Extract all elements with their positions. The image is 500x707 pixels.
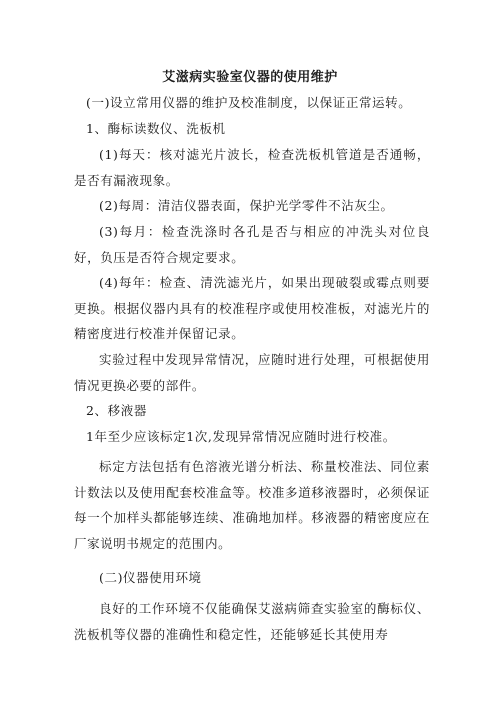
paragraph-4: (2)每周：清洁仪器表面，保护光学零件不沾灰尘。 bbox=[99, 198, 394, 213]
paragraph-2: 1、酶标读数仪、洗板机 bbox=[86, 121, 226, 136]
document-title: 艾滋病实验室仪器的使用维护 bbox=[162, 70, 338, 85]
paragraph-9: 1年至少应该标定1次,发现异常情况应随时进行校准。 bbox=[86, 429, 396, 444]
paragraph-7: 实验过程中发现异常情况，应随时进行处理，可根据使用情况更换必要的部件。 bbox=[74, 352, 430, 393]
paragraph-5: (3)每月：检查洗涤时各孔是否与相应的冲洗头对位良好，负压是否符合规定要求。 bbox=[74, 224, 430, 265]
paragraph-12: 良好的工作环境不仅能确保艾滋病筛查实验室的酶标仪、洗板机等仪器的准确性和稳定性，还能够延长其使用寿 bbox=[74, 601, 430, 642]
paragraph-3: (1)每天：核对滤光片波长，检查洗板机管道是否通畅，是否有漏液现象。 bbox=[74, 147, 430, 188]
paragraph-8: 2、移液器 bbox=[86, 403, 147, 418]
paragraph-1: (一)设立常用仪器的维护及校准制度，以保证正常运转。 bbox=[86, 95, 412, 110]
paragraph-6: (4)每年：检查、清洗滤光片，如果出现破裂或霉点则要更换。根据仪器内具有的校准程序或使用校准板，对滤光片的精密度进行校准并保留记录。 bbox=[74, 275, 430, 341]
paragraph-11: (二)仪器使用环境 bbox=[99, 570, 202, 585]
paragraph-10: 标定方法包括有色溶液光谱分析法、称量校准法、同位素计数法以及使用配套校准盒等。校准多道移液器时，必须保证每一个加样头都能够连续、准确地加样。移液器的精密度应在厂家说明书规定的范围内。 bbox=[74, 459, 430, 551]
